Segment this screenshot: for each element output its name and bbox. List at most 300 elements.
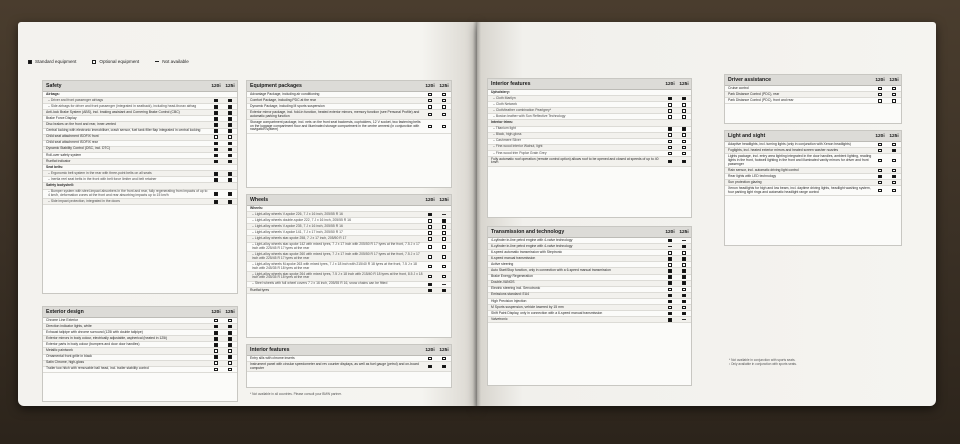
- section-title: Driver assistance: [728, 77, 771, 83]
- optional-square-icon: [668, 103, 672, 107]
- standard-square-icon: [228, 355, 232, 359]
- optional-square-icon: [668, 288, 672, 292]
- optional-square-icon: [668, 251, 672, 255]
- feature-label: Fully automatic roof operation (remote control option) allows roof to be opened and closed at speeds of up to 40 km/h: [491, 156, 659, 165]
- optional-square-icon: [892, 159, 896, 163]
- availability-cell: [209, 160, 223, 164]
- availability-cell: [209, 325, 223, 329]
- availability-cell: [663, 103, 677, 107]
- column-header: 125i: [439, 197, 449, 203]
- optional-square-icon: [892, 143, 896, 147]
- availability-cell: [677, 263, 691, 267]
- availability-cell: [223, 111, 237, 115]
- feature-label: Adaptive headlights, incl. turning lights (only in conjunction with Xenon headlights): [728, 141, 851, 146]
- standard-square-icon: [668, 275, 672, 279]
- feature-label: Entry sills with chrome inserts: [250, 355, 295, 360]
- availability-cell: [437, 225, 451, 229]
- feature-label: – Side airbags for driver and front passenger (integrated in seatback), including head-thorax airbag: [48, 103, 197, 108]
- standard-square-icon: [228, 129, 232, 133]
- availability-cell: [873, 87, 887, 91]
- standard-square-icon: [214, 148, 218, 152]
- standard-square-icon: [228, 142, 232, 146]
- optional-square-icon: [442, 113, 446, 117]
- standard-square-icon: [214, 111, 218, 115]
- feature-label: Xenon headlights for high and low beam, incl. daytime driving lights, headlight washing system, four parking light rings and automatic headlight range control: [728, 185, 871, 194]
- optional-square-icon: [214, 368, 218, 372]
- standard-square-icon: [228, 343, 232, 347]
- optional-square-icon: [428, 265, 432, 269]
- standard-square-icon: [442, 289, 446, 293]
- standard-square-icon: [668, 239, 672, 243]
- feature-label: – Light-alloy wheels star-spoke 258, 7 J x 17 inch, 205/50 R 17: [252, 236, 347, 241]
- feature-label: – Cashmere Silver: [493, 138, 521, 143]
- section-interior-features-right: [487, 78, 692, 218]
- availability-cell: [663, 269, 677, 273]
- availability-cell: [677, 294, 691, 298]
- table-row: [247, 262, 451, 272]
- standard-square-icon: [214, 355, 218, 359]
- optional-square-icon: [668, 263, 672, 267]
- optional-square-icon: [428, 99, 432, 103]
- standard-square-icon: [442, 365, 446, 369]
- section-equipment-packages: [246, 80, 452, 188]
- availability-cell: [677, 275, 691, 279]
- availability-cell: [677, 133, 691, 137]
- availability-cell: [423, 237, 437, 241]
- availability-cell: [663, 275, 677, 279]
- availability-cell: [423, 99, 437, 103]
- feature-label: Anti-lock Brake System (ABS), incl. braking assistant and Cornering Brake Control (CBC): [46, 109, 180, 114]
- availability-cell: [437, 275, 451, 279]
- optional-square-icon: [442, 265, 446, 269]
- availability-cell: [887, 93, 901, 97]
- standard-square-icon: [682, 245, 686, 249]
- availability-cell: [209, 99, 223, 103]
- optional-square-icon: [668, 146, 672, 150]
- legend: [28, 59, 189, 64]
- optional-square-icon: [878, 169, 882, 173]
- section-header: [43, 307, 237, 318]
- standard-square-icon: [214, 154, 218, 158]
- section-header: [247, 345, 451, 356]
- section-header: [43, 81, 237, 92]
- optional-square-icon: [228, 349, 232, 353]
- feature-label: Lights package, incl. entry area lighting integrated in the door handles, ambient lighting, reading lights in the front, footwell lighting in the front and illuminated vanity mirrors for driver and front passenger: [728, 153, 872, 166]
- optional-square-icon: [442, 275, 446, 279]
- table-row: [247, 362, 451, 372]
- availability-cell: [437, 289, 451, 293]
- availability-cell: [663, 306, 677, 310]
- optional-square-icon: [892, 87, 896, 91]
- standard-square-icon: [214, 325, 218, 329]
- availability-cell: [677, 109, 691, 113]
- optional-square-icon: [428, 113, 432, 117]
- feature-label: Valvetronic: [491, 316, 508, 321]
- availability-cell: [437, 357, 451, 361]
- feature-label: – Steel wheels with full wheel covers 7 J x 16 inch, 205/55 R 16, snow chains can be fitted: [252, 281, 388, 286]
- optional-square-icon: [214, 349, 218, 353]
- availability-cell: [223, 105, 237, 109]
- feature-label: Advantage Package, including air conditioning: [250, 91, 320, 96]
- not-available-dash-icon: [442, 214, 446, 215]
- availability-cell: [209, 319, 223, 323]
- section-header: [488, 79, 691, 90]
- availability-cell: [887, 99, 901, 103]
- availability-cell: [677, 312, 691, 316]
- column-header: 120i: [425, 197, 435, 203]
- availability-cell: [887, 169, 901, 173]
- availability-cell: [423, 275, 437, 279]
- section-safety: [42, 80, 238, 294]
- availability-cell: [423, 245, 437, 249]
- availability-cell: [677, 115, 691, 119]
- optional-square-icon: [682, 306, 686, 310]
- section-title: Equipment packages: [250, 83, 302, 89]
- standard-square-icon: [214, 129, 218, 133]
- availability-cell: [223, 331, 237, 335]
- empty-square-icon: [92, 60, 96, 64]
- section-header: [247, 195, 451, 206]
- availability-cell: [437, 284, 451, 285]
- feature-label: – Cloth/leather combination Pearlgrey*: [493, 107, 552, 112]
- optional-square-icon: [428, 93, 432, 97]
- availability-cell: [423, 125, 437, 129]
- availability-cell: [873, 143, 887, 147]
- optional-square-icon: [668, 133, 672, 137]
- standard-square-icon: [682, 312, 686, 316]
- availability-cell: [437, 105, 451, 109]
- column-header: 120i: [665, 81, 675, 87]
- standard-square-icon: [682, 300, 686, 304]
- table-row: [725, 98, 901, 104]
- feature-label: – Inertia reel seat belts in the front with belt force limiter and belt retainer: [48, 176, 157, 181]
- optional-square-icon: [682, 146, 686, 150]
- availability-cell: [423, 93, 437, 97]
- availability-cell: [423, 113, 437, 117]
- feature-label: Park Distance Control (PDC), front and rear: [728, 97, 794, 102]
- standard-square-icon: [228, 192, 232, 196]
- feature-label: – Boston leather with Sun Reflective Technology: [493, 113, 566, 118]
- availability-cell: [437, 237, 451, 241]
- availability-cell: [209, 135, 223, 139]
- standard-square-icon: [682, 269, 686, 273]
- availability-cell: [423, 231, 437, 235]
- optional-square-icon: [878, 159, 882, 163]
- availability-cell: [423, 357, 437, 361]
- standard-square-icon: [668, 97, 672, 101]
- optional-square-icon: [442, 231, 446, 235]
- optional-square-icon: [668, 140, 672, 144]
- availability-cell: [677, 127, 691, 131]
- feature-label: Exterior mirror package, incl. fold-in function, heated exterior mirrors, memory function (see Personal Profile) and automatic parking function: [250, 109, 420, 118]
- standard-square-icon: [214, 192, 218, 196]
- availability-cell: [677, 300, 691, 304]
- standard-square-icon: [428, 289, 432, 293]
- feature-label: Upholstery:: [491, 89, 510, 94]
- availability-cell: [677, 240, 691, 241]
- feature-label: Wheels:: [250, 205, 263, 210]
- availability-cell: [423, 283, 437, 287]
- table-row: [43, 199, 237, 205]
- availability-cell: [209, 142, 223, 146]
- optional-square-icon: [682, 263, 686, 267]
- feature-label: 6-cylinder in-line petrol engine with 4-valve technology: [491, 243, 573, 248]
- feature-label: Seat belts:: [46, 164, 64, 169]
- standard-square-icon: [668, 127, 672, 131]
- feature-label: – Titanium light: [493, 126, 516, 131]
- standard-square-icon: [214, 172, 218, 176]
- availability-cell: [663, 257, 677, 261]
- table-row: [725, 154, 901, 168]
- availability-cell: [223, 192, 237, 196]
- standard-square-icon: [214, 160, 218, 164]
- feature-label: Foglights, incl. heated exterior mirrors and heated screen washer nozzles: [728, 147, 839, 152]
- availability-cell: [223, 178, 237, 182]
- feature-label: 4-cylinder in-line petrol engine with 4-valve technology: [491, 237, 573, 242]
- availability-cell: [663, 115, 677, 119]
- feature-label: – Light-alloy wheels double-spoke 222, 7 J x 16 inch, 205/55 R 16: [252, 217, 351, 222]
- feature-label: High Precision Injection: [491, 298, 527, 303]
- table-row: [488, 157, 691, 167]
- availability-cell: [873, 181, 887, 185]
- optional-square-icon: [228, 361, 232, 365]
- feature-label: Runflat tyres: [250, 287, 270, 292]
- availability-cell: [677, 160, 691, 164]
- standard-square-icon: [682, 257, 686, 261]
- availability-cell: [223, 148, 237, 152]
- standard-square-icon: [892, 175, 896, 179]
- availability-cell: [437, 219, 451, 223]
- standard-square-icon: [214, 200, 218, 204]
- availability-cell: [663, 140, 677, 144]
- availability-cell: [677, 97, 691, 101]
- availability-cell: [677, 306, 691, 310]
- optional-square-icon: [892, 189, 896, 193]
- optional-square-icon: [892, 181, 896, 185]
- availability-cell: [887, 181, 901, 185]
- standard-square-icon: [228, 105, 232, 109]
- feature-label: – Ergonomic belt system in the rear with three-point belts on all seats: [48, 170, 152, 175]
- availability-cell: [223, 319, 237, 323]
- feature-label: Exterior mirrors in body colour, electrically adjustable, aspherical (heated in 125i): [46, 335, 167, 340]
- availability-cell: [209, 117, 223, 121]
- availability-cell: [437, 245, 451, 249]
- optional-square-icon: [442, 125, 446, 129]
- availability-cell: [437, 255, 451, 259]
- standard-square-icon: [214, 117, 218, 121]
- standard-square-icon: [682, 97, 686, 101]
- availability-cell: [677, 281, 691, 285]
- optional-square-icon: [428, 225, 432, 229]
- section-header: [725, 75, 901, 86]
- table-row: [247, 120, 451, 134]
- column-header: 120i: [211, 83, 221, 89]
- availability-cell: [223, 172, 237, 176]
- section-title: Exterior design: [46, 309, 84, 315]
- standard-square-icon: [668, 269, 672, 273]
- feature-label: 6-speed automatic transmission with Steptronic: [491, 249, 563, 254]
- availability-cell: [663, 281, 677, 285]
- availability-cell: [223, 349, 237, 353]
- standard-square-icon: [682, 294, 686, 298]
- availability-cell: [209, 337, 223, 341]
- availability-cell: [437, 125, 451, 129]
- standard-square-icon: [228, 325, 232, 329]
- optional-square-icon: [442, 255, 446, 259]
- feature-label: Airbags:: [46, 91, 60, 96]
- availability-cell: [677, 152, 691, 156]
- column-header: 125i: [225, 309, 235, 315]
- feature-label: Direction indicator lights, white: [46, 323, 92, 328]
- not-available-dash-icon: [682, 240, 686, 241]
- feature-label: Rear lights with LED technology: [728, 173, 777, 178]
- section-transmission-technology: [487, 226, 692, 386]
- optional-square-icon: [892, 169, 896, 173]
- right-footnotes: [729, 358, 797, 366]
- feature-label: Exhaust tailpipe with chrome surround (125i with double tailpipe): [46, 329, 143, 334]
- optional-square-icon: [878, 143, 882, 147]
- feature-label: Sun protection glazing: [728, 179, 762, 184]
- availability-cell: [437, 231, 451, 235]
- table-row: [247, 110, 451, 120]
- availability-cell: [437, 99, 451, 103]
- legend-standard: Standard equipment: [28, 59, 76, 64]
- availability-cell: [423, 105, 437, 109]
- optional-square-icon: [682, 103, 686, 107]
- availability-cell: [437, 265, 451, 269]
- availability-cell: [677, 103, 691, 107]
- standard-square-icon: [668, 281, 672, 285]
- table-row: [43, 190, 237, 200]
- availability-cell: [209, 192, 223, 196]
- availability-cell: [663, 300, 677, 304]
- column-header: 125i: [225, 83, 235, 89]
- availability-cell: [887, 87, 901, 91]
- availability-cell: [437, 113, 451, 117]
- standard-square-icon: [442, 219, 446, 223]
- standard-square-icon: [228, 123, 232, 127]
- feature-label: Brake Force Display: [46, 115, 77, 120]
- standard-square-icon: [668, 257, 672, 261]
- availability-cell: [887, 159, 901, 163]
- feature-label: Trailer tow hitch with removable ball head, incl. trailer stability control: [46, 366, 149, 371]
- availability-cell: [677, 319, 691, 320]
- feature-label: Satin Chrome, high-gloss: [46, 360, 85, 365]
- optional-square-icon: [428, 275, 432, 279]
- availability-cell: [663, 160, 677, 164]
- footnote-2: ¹ Only available in conjunction with sports seats.: [729, 362, 797, 366]
- availability-cell: [663, 246, 677, 247]
- optional-square-icon: [228, 319, 232, 323]
- availability-cell: [209, 200, 223, 204]
- table-row: [247, 272, 451, 282]
- feature-label: Cruise control: [728, 85, 749, 90]
- optional-square-icon: [668, 306, 672, 310]
- availability-cell: [423, 219, 437, 223]
- availability-cell: [209, 331, 223, 335]
- table-row: [725, 186, 901, 196]
- optional-square-icon: [428, 231, 432, 235]
- standard-square-icon: [878, 175, 882, 179]
- dash-icon: [155, 61, 159, 62]
- section-header: [725, 131, 901, 142]
- availability-cell: [209, 178, 223, 182]
- section-exterior-design: [42, 306, 238, 402]
- column-header: 120i: [425, 347, 435, 353]
- column-header: 120i: [875, 133, 885, 139]
- feature-label: Roll-over safety system: [46, 152, 82, 157]
- availability-cell: [223, 355, 237, 359]
- book-gutter: [473, 22, 481, 406]
- availability-cell: [209, 105, 223, 109]
- optional-square-icon: [682, 288, 686, 292]
- optional-square-icon: [878, 189, 882, 193]
- standard-square-icon: [214, 337, 218, 341]
- section-interior-features-left: [246, 344, 452, 388]
- standard-square-icon: [668, 294, 672, 298]
- standard-square-icon: [428, 283, 432, 287]
- availability-cell: [663, 146, 677, 150]
- column-header: 120i: [425, 83, 435, 89]
- optional-square-icon: [878, 87, 882, 91]
- left-footnote: * Not available in all countries. Please consult your BMW partner.: [250, 392, 342, 396]
- availability-cell: [223, 142, 237, 146]
- standard-square-icon: [228, 331, 232, 335]
- column-header: 125i: [889, 77, 899, 83]
- feature-label: Child seat attachment ISOFIX front: [46, 134, 99, 139]
- optional-square-icon: [892, 93, 896, 97]
- standard-square-icon: [682, 275, 686, 279]
- table-row: [247, 252, 451, 262]
- availability-cell: [209, 129, 223, 133]
- feature-label: – Light-alloy wheels V-spoke 226, 7 J x 16 inch, 205/55 R 16: [252, 211, 343, 216]
- standard-square-icon: [682, 281, 686, 285]
- feature-label: Shift Paint Display, only in connection with a 6-speed manual transmission: [491, 310, 603, 315]
- availability-cell: [223, 117, 237, 121]
- section-header: [247, 81, 451, 92]
- feature-label: – Light-alloy wheels star-spoke 260 with mixed tyres, 7 J x 17 inch with 205/50 R 17 tyres at the front, 7.5 J x 17 inch with 225/45 R 17 tyres at the rear: [252, 251, 420, 260]
- optional-square-icon: [428, 255, 432, 259]
- standard-square-icon: [668, 300, 672, 304]
- optional-square-icon: [214, 319, 218, 323]
- optional-square-icon: [428, 219, 432, 223]
- availability-cell: [873, 189, 887, 193]
- feature-label: – Light-alloy wheels star-spoke 264 with mixed tyres, 7.5 J x 18 inch with 215/40 R 18 tyres at the front, 8.5 J x 18 inch with 245/35 R 18 tyres at the rear: [252, 271, 423, 280]
- availability-cell: [677, 257, 691, 261]
- section-driver-assistance: [724, 74, 902, 124]
- availability-cell: [223, 325, 237, 329]
- availability-cell: [223, 361, 237, 365]
- feature-label: Dynamic Package, including M sports suspension: [250, 103, 325, 108]
- optional-square-icon: [668, 115, 672, 119]
- feature-label: Safety bodyshell:: [46, 183, 75, 187]
- column-header: 125i: [679, 229, 689, 235]
- availability-cell: [873, 99, 887, 103]
- standard-square-icon: [228, 337, 232, 341]
- optional-square-icon: [878, 93, 882, 97]
- availability-cell: [223, 135, 237, 139]
- optional-square-icon: [214, 361, 218, 365]
- column-header: 120i: [211, 309, 221, 315]
- section-header: [488, 227, 691, 238]
- feature-label: Electric steering incl. Servotronic: [491, 286, 541, 291]
- feature-label: Emissions standard: EU4: [491, 292, 530, 297]
- section-light-and-sight: [724, 130, 902, 246]
- right-page: [477, 22, 936, 406]
- standard-square-icon: [228, 117, 232, 121]
- availability-cell: [423, 225, 437, 229]
- feature-label: – Black, high-gloss: [493, 132, 522, 137]
